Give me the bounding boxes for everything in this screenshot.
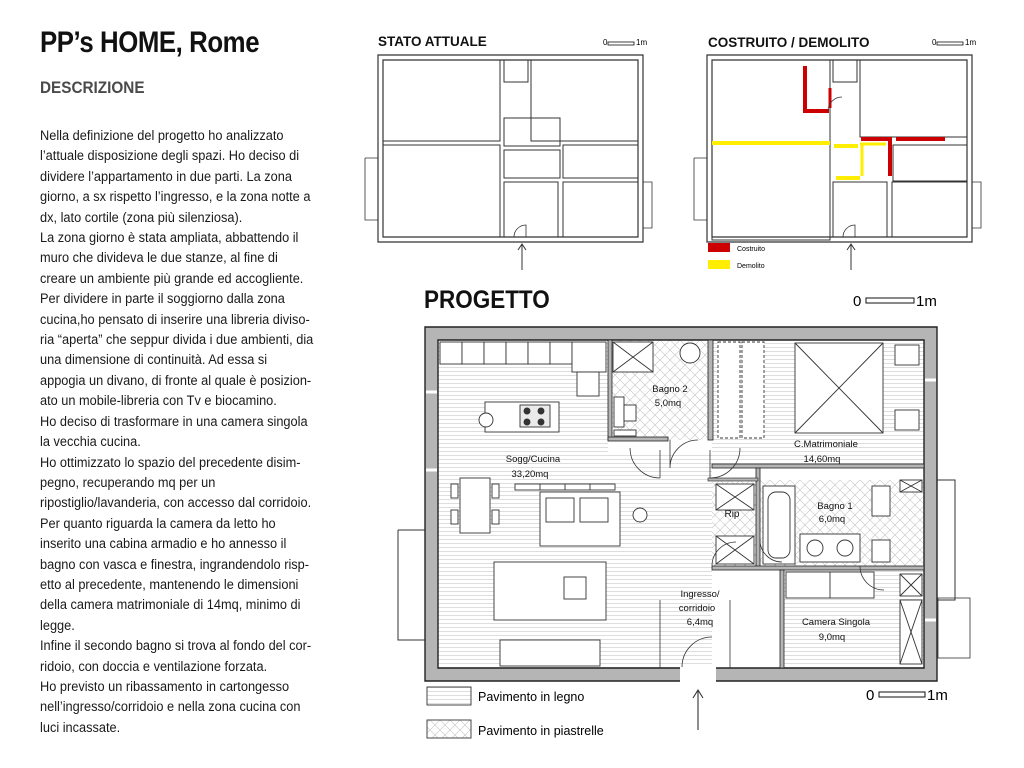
room-name-singola: Camera Singola bbox=[801, 617, 871, 628]
room-name-corridoio: corridoio bbox=[678, 603, 716, 614]
room-area-matrimoniale: 14,60mq bbox=[803, 454, 841, 465]
description-line: una dimensione di continuità. Ad essa si bbox=[40, 352, 268, 369]
scale-unit: 1m bbox=[927, 687, 948, 704]
description-line: cucina,ho pensato di inserire una libreria diviso- bbox=[40, 311, 310, 328]
plan-progetto bbox=[398, 286, 970, 738]
description-line: Per quanto riguarda la camera da letto ho bbox=[40, 515, 276, 532]
description-line: bagno con vasca e finestra, ingrandendolo risp- bbox=[40, 556, 310, 573]
room-name-bagno1: Bagno 1 bbox=[817, 501, 853, 512]
description-line: la vecchia cucina. bbox=[40, 434, 141, 451]
room-name-ingresso: Ingresso/ bbox=[680, 589, 720, 600]
page-title: PP’s HOME, Rome bbox=[40, 26, 260, 59]
description-line: Infine il secondo bagno si trova al fondo del cor- bbox=[40, 638, 312, 655]
description-line: pegno, recuperando mq per un bbox=[40, 474, 216, 491]
legend-swatch-built bbox=[708, 243, 730, 252]
scale-bar bbox=[932, 38, 976, 47]
legend-swatch-wood bbox=[427, 687, 471, 705]
scale-zero: 0 bbox=[932, 38, 937, 47]
legend-swatch-demolished bbox=[708, 260, 730, 269]
room-name-soggiorno: Sogg/Cucina bbox=[505, 454, 561, 465]
room-name-bagno2: Bagno 2 bbox=[652, 384, 688, 395]
description-line: La zona giorno è stata ampliata, abbattendo il bbox=[40, 230, 299, 247]
description-line: muro che divideva le due stanze, al fine di bbox=[40, 250, 278, 267]
description-line: luci incassate. bbox=[40, 719, 121, 736]
room-area-bagno2: 5,0mq bbox=[654, 398, 682, 409]
legend-demolito bbox=[708, 260, 765, 270]
description-line: dividere l’appartamento in due parti. La zona bbox=[40, 168, 292, 185]
legend-label-built: Costruito bbox=[737, 246, 766, 253]
description-line: etto al precedente, mantenendo le dimensioni bbox=[40, 576, 299, 593]
description-line: ripostiglio/lavanderia, con accesso dal corridoio. bbox=[40, 495, 312, 512]
description-line: Ho previsto un ribassamento in cartongesso bbox=[40, 678, 290, 695]
legend-tile-floor bbox=[427, 720, 604, 738]
scale-bar-bottom bbox=[866, 687, 948, 704]
description-line: Ho ottimizzato lo spazio del precedente disim- bbox=[40, 454, 301, 471]
description-line: ria “aperta” che seppur divida i due ambienti, dia bbox=[40, 332, 314, 349]
room-name-matrimoniale: C.Matrimoniale bbox=[794, 439, 858, 450]
scale-bar bbox=[603, 38, 647, 47]
legend-label-demolished: Demolito bbox=[737, 263, 765, 270]
stato-attuale-title: STATO ATTUALE bbox=[378, 34, 487, 49]
progetto-title: PROGETTO bbox=[424, 285, 550, 315]
legend-swatch-tile bbox=[427, 720, 471, 738]
costruito-demolito-title: COSTRUITO / DEMOLITO bbox=[708, 35, 870, 50]
legend-label-wood: Pavimento in legno bbox=[478, 690, 585, 704]
scale-bar-top bbox=[853, 293, 937, 310]
legend-wood-floor bbox=[427, 687, 584, 705]
scale-unit: 1m bbox=[965, 38, 977, 47]
room-area-soggiorno: 33,20mq bbox=[511, 469, 549, 480]
description-line: l’attuale disposizione degli spazi. Ho deciso di bbox=[40, 148, 300, 165]
scale-unit: 1m bbox=[916, 293, 937, 310]
room-name-rip: Rip bbox=[724, 509, 740, 520]
scale-zero: 0 bbox=[866, 687, 875, 704]
room-area-singola: 9,0mq bbox=[818, 632, 846, 643]
description-line: appogia un divano, di fronte al quale è posizion- bbox=[40, 372, 312, 389]
description-line: Ho deciso di trasformare in una camera singola bbox=[40, 413, 308, 430]
description-line: giorno, a sx rispetto l’ingresso, e la zona notte a bbox=[40, 189, 311, 206]
rug-tv bbox=[494, 562, 606, 666]
description-line: nell’ingresso/corridoio e nella zona cucina con bbox=[40, 699, 301, 716]
plan-costruito-demolito bbox=[694, 35, 981, 270]
description-line: ridoio, con doccia e ventilazione forzata. bbox=[40, 658, 268, 675]
description-line: ato un mobile-libreria con Tv e biocamino. bbox=[40, 393, 277, 410]
description-line: Per dividere in parte il soggiorno dalla zona bbox=[40, 291, 285, 308]
plan-stato-attuale bbox=[365, 34, 652, 270]
description-line: della camera matrimoniale di 14mq, minimo di bbox=[40, 597, 301, 614]
room-area-bagno1: 6,0mq bbox=[818, 514, 846, 525]
section-subtitle: DESCRIZIONE bbox=[40, 78, 145, 97]
entrance-arrow-icon bbox=[693, 690, 703, 730]
scale-unit: 1m bbox=[636, 38, 648, 47]
scale-zero: 0 bbox=[603, 38, 608, 47]
description-line: dx, lato cortile (zona più silenziosa). bbox=[40, 209, 243, 226]
description-line: Nella definizione del progetto ho analizzato bbox=[40, 128, 284, 144]
description-line: inserito una cabina armadio e ho annesso il bbox=[40, 536, 287, 553]
scale-zero: 0 bbox=[853, 293, 862, 310]
room-area-ingresso: 6,4mq bbox=[686, 617, 714, 628]
description-line: legge. bbox=[40, 617, 75, 634]
legend-label-tile: Pavimento in piastrelle bbox=[478, 724, 604, 738]
legend-costruito bbox=[708, 243, 765, 253]
description-line: creare un ambiente più grande ed accogliente. bbox=[40, 270, 304, 287]
